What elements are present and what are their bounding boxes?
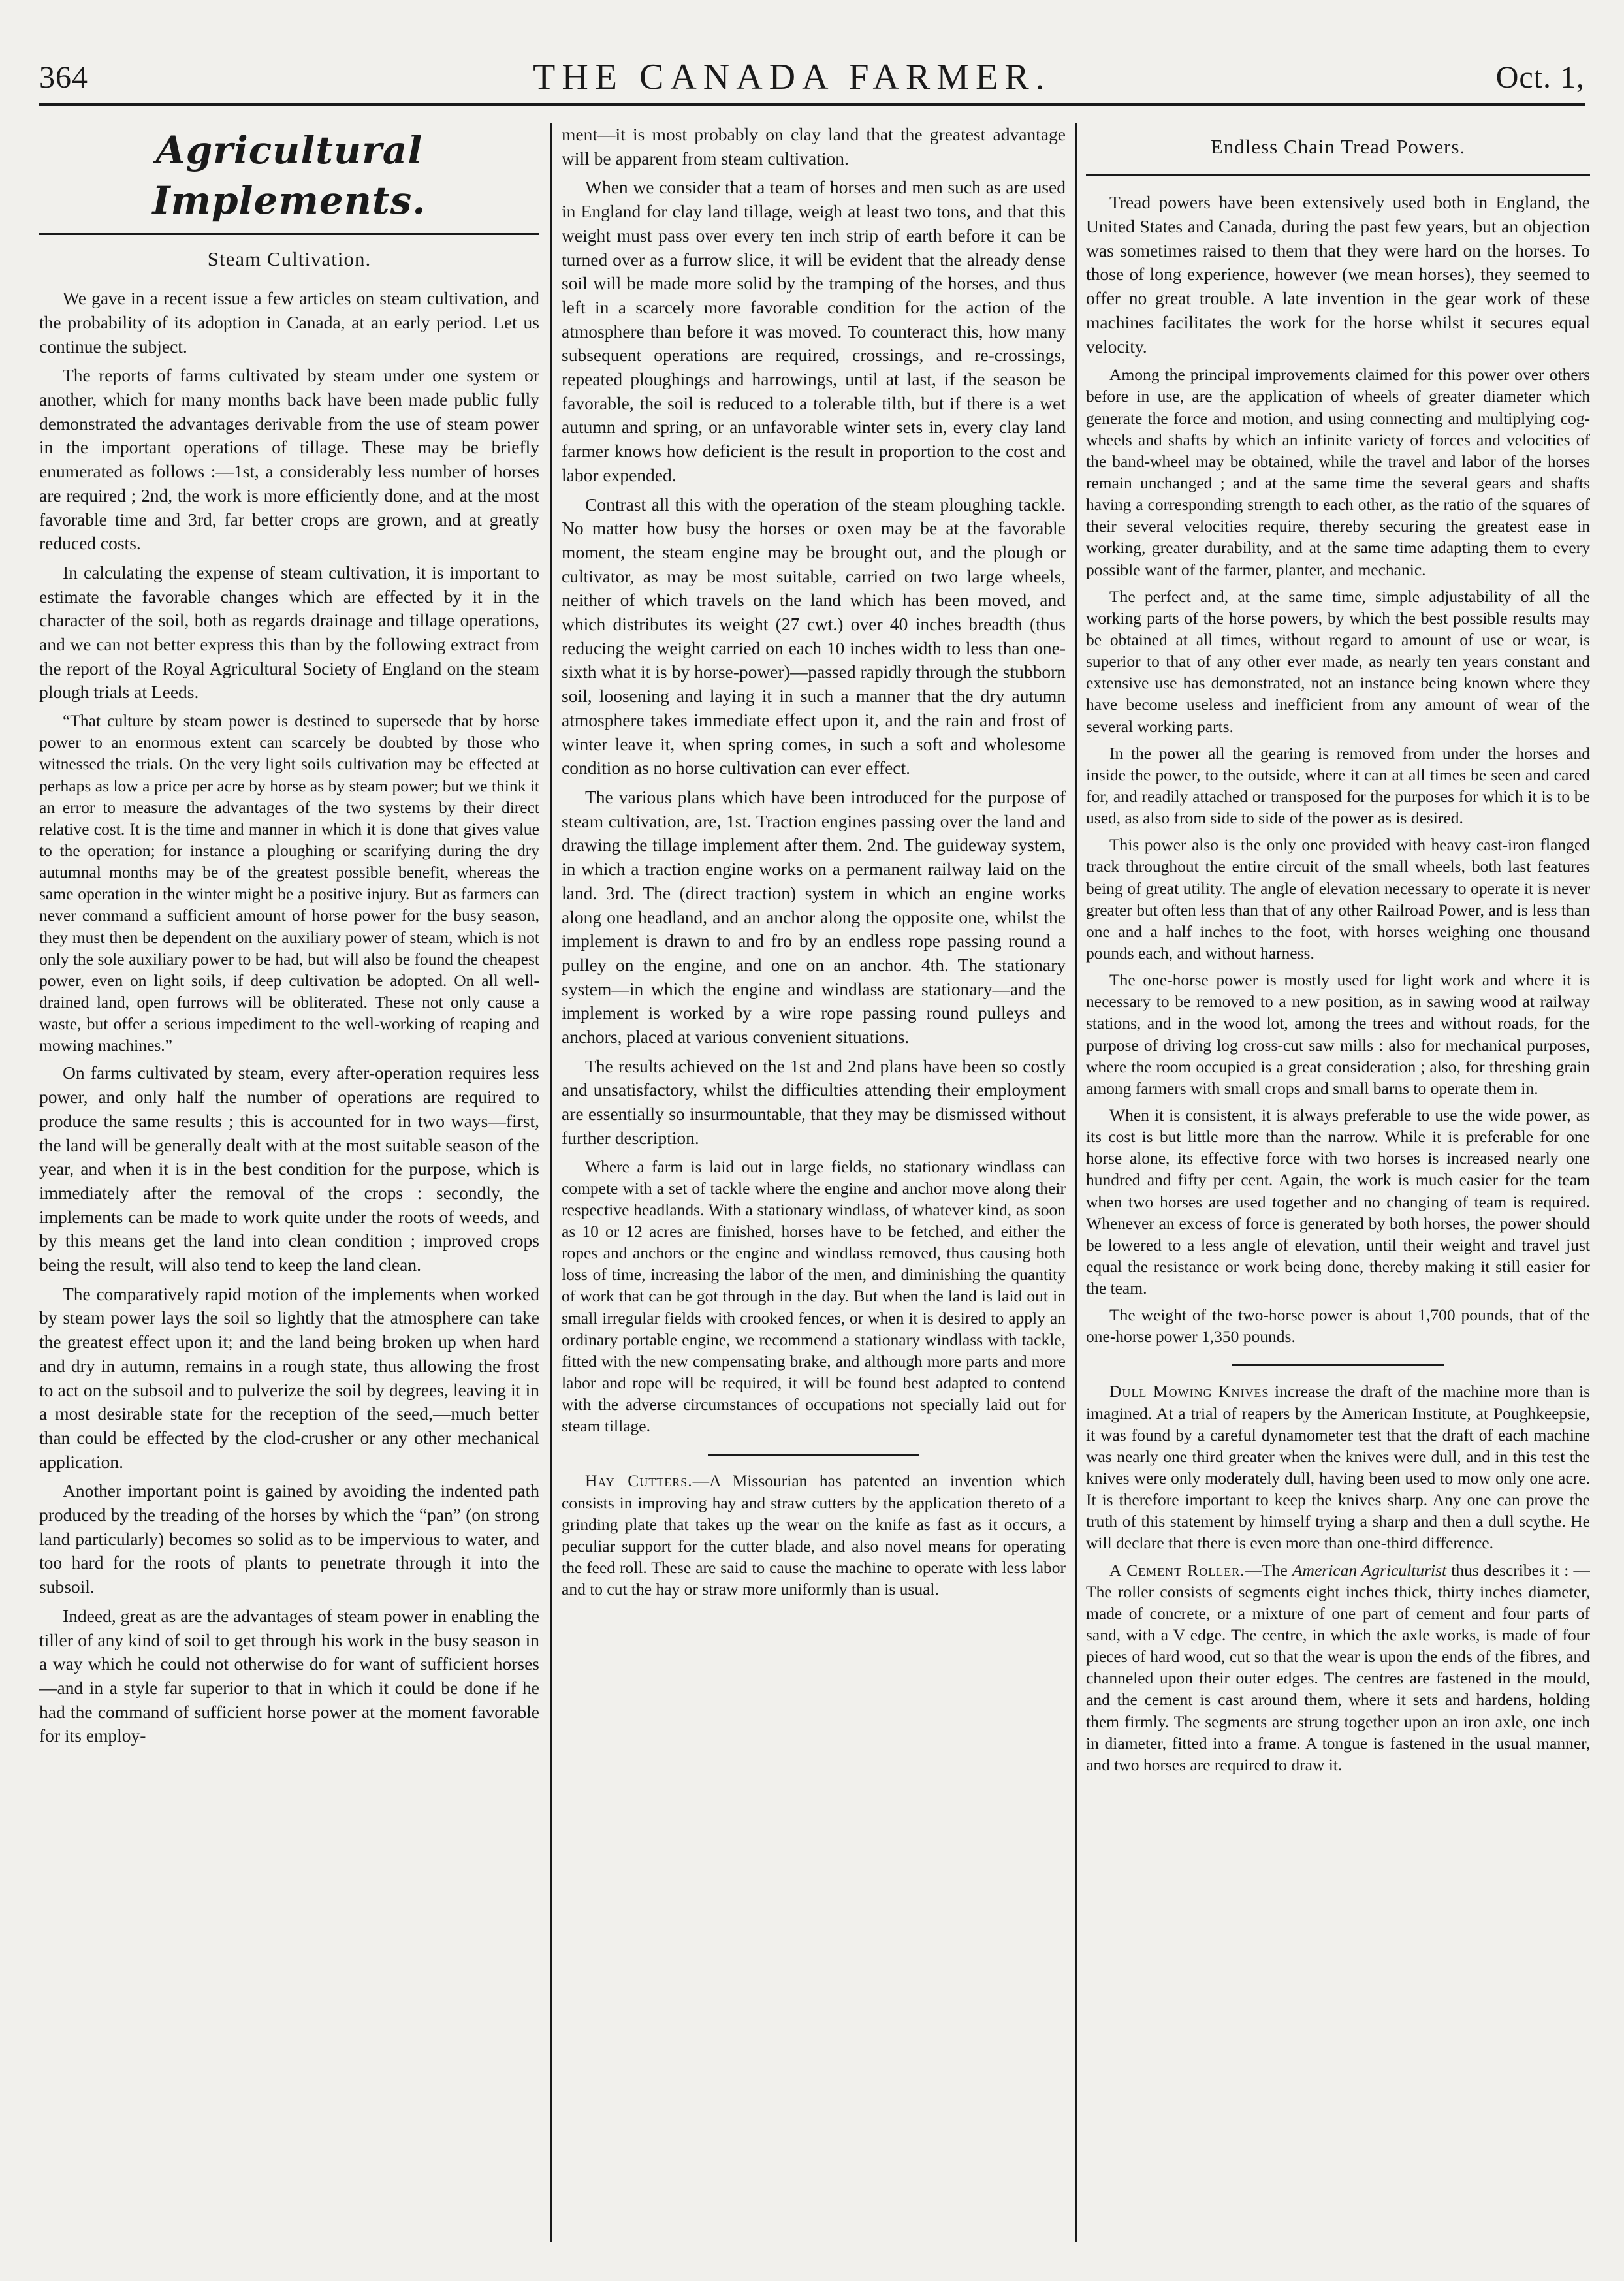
paragraph: Where a farm is laid out in large fields, no stationary windlass can compete with a set of tackle where the engine and anchor move along their respective headlands. With a stationary windlass, of whatever kind, as soon as 10 or 12 acres are finished, horses have to be fetched, and either the ropes and anchors or the engine and windlass removed, thus causing both loss of time, increasing the labor of the men, and diminishing the quantity of work that can be got through in the day. But when the land is laid out in small irregular fields with crooked fences, or when it is desired to apply an ordinary portable engine, we recommend a stationary windlass with tackle, fitted with the new compensating brake, and although more parts and more labor and rope will be required, it will be found best adapted to contend with the adverse circumstances of occupations not specially laid out for steam tillage.: [562, 1156, 1066, 1436]
column-2: [562, 123, 1066, 2261]
paragraph: Indeed, great as are the advantages of steam power in enabling the tiller of any kind of soil to get through his work in the busy season in a way which he could not otherwise do for want of sufficient horses—and in a style far superior to that in which it could be done if he had the command of sufficient horse power at the moment favorable for its employ-: [39, 1605, 539, 1746]
column-divider: [550, 123, 552, 2242]
paragraph: On farms cultivated by steam, every after-operation requires less power, and only half the number of operations are required to produce the same results ; this is accounted for in two ways—first, the land will be generally dealt with at the most suitable season of the year, and when it is in the best condition for the purpose, which is immediately after the removal of the crops : secondly, the implements can be made to work quite under the roots of weeds, and by this means get the land into clean condition ; improved crops being the result, will also tend to keep the land clean.: [39, 1062, 539, 1275]
paragraph: When it is consistent, it is always preferable to use the wide power, as its cost is but little more than the narrow. While it is preferable for one horse alone, its effective force with two horses is increased nearly one hundred and fifty per cent. Again, the work is much easier for the team when two horses are used together and no changing of team is required. Whenever an excess of force is generated by both horses, the power should be lowered to a less angle of elevation, until their weight and travel just equal the resistance or work being done, thereby making it still easier for the team.: [1086, 1105, 1590, 1298]
article-title: Endless Chain Tread Powers.: [1210, 135, 1466, 158]
paragraph: When we consider that a team of horses and men such as are used in England for clay land tillage, weigh at least two tons, and that this weight must pass over every ten inch strip of earth before it can be turned over as a furrow slice, it will be evident that the already dense soil will be made more solid by the tramping of the horses, and thus left in a scarcely more favorable condition for the action of the atmosphere than before it was moved. To counteract this, how many subsequent operations are required, crossings, and re-crossings, repeated ploughings and harrowings, until at last, if the season be favorable, the soil is reduced to a tolerable tilth, but if there is a wet autumn and spring, or an unfavorable winter sets in, every clay land farmer knows how deficient is the result in proportion to the cost and labor expended.: [562, 177, 1066, 485]
paragraph: We gave in a recent issue a few articles on steam cultivation, and the probability of its adoption in Canada, at an early period. Let us continue the subject.: [39, 288, 539, 357]
cement-roller-item: [1086, 1559, 1590, 1776]
item-text: —A Missourian has patented an invention which consists in improving hay and straw cutters by the application thereto of a grinding plate that takes up the wear on the knife as fast as it occurs, a peculiar support for the cutter blade, and also novel means for operating the feed roll. These are said to cause the machine to operate with less labor and to cut the hay or straw more uniformly than is usual.: [562, 1471, 1066, 1599]
paragraph: ment—it is most probably on clay land that the greatest advantage will be apparent from steam cultivation.: [562, 124, 1066, 168]
source-publication: American Agriculturist: [1292, 1560, 1447, 1580]
item-lead: A Cement Roller.: [1109, 1560, 1245, 1580]
column-3: [1086, 123, 1590, 2261]
paragraph: In the power all the gearing is removed from under the horses and inside the power, to the outside, where it can at all times be seen and cared for, and readily attached or transposed for the purposes for which it is to be used, as also from side to side of the power as is desired.: [1086, 743, 1590, 828]
paragraph: The various plans which have been introduced for the purpose of steam cultivation, are, 1st. Traction engines passing over the land and drawing the tillage implement after them. 2nd. The guideway system, in which a traction engine works on a permanent railway laid on the land. 3rd. The (direct traction) system in which an engine works along one headland, and an anchor along the opposite one, whilst the implement is drawn to and fro by an endless rope passing round a pulley on the engine, and one on an anchor. 4th. The stationary system—in which the engine and windlass are stationary—and the implement is worked by a wire rope passing round pulleys and anchors, placed at various convenient situations.: [562, 786, 1066, 1047]
section-divider: [1232, 1364, 1444, 1366]
paragraph: Among the principal improvements claimed for this power over others before in use, are the application of wheels of greater diameter which generate the force and motion, and using connecting and multiplying cog-wheels and shafts by which an infinite variety of forces and velocities of the band-wheel may be obtained, while the travel and labor of the horses remain unchanged ; and at the same time the several gears and shafts having a corresponding strength to each other, as the ratio of the squares of their several velocities require, thereby securing the greatest ease in working, greater durability, and at the same time adapting them to every possible want of the farmer, planter, and mechanic.: [1086, 365, 1590, 579]
item-text: increase the draft of the machine more than is imagined. At a trial of reapers by the American Institute, at Poughkeepsie, it was found by a careful dynamometer test that the draft of each machine was nearly one third greater when the knives were dull, and in this test the knives were only moderately dull, having been used to mow only one acre. It is therefore important to keep the knives sharp. Any one can prove the truth of this statement by himself trying a sharp and then a dull scythe. He will declare that there is even more than one-third difference.: [1086, 1382, 1590, 1553]
article-title: Steam Cultivation.: [207, 247, 372, 270]
paragraph: The comparatively rapid motion of the implements when worked by steam power lays the soil so lightly that the atmosphere can take the greatest effect upon it; and the land being broken up when hard and dry in autumn, remains in a rough state, thus allowing the frost to act on the subsoil and to pulverize the soil by degrees, leaving it in a most desirable state for the reception of the seed,—much better than could be effected by the clod-crusher or any other mechanical application.: [39, 1283, 539, 1472]
paragraph: Another important point is gained by avoiding the indented path produced by the treading of the horses by which the “pan” (on strong land particularly) becomes so solid as to be impervious to water, and too hard for the roots of plants to penetrate through it into the subsoil.: [39, 1480, 539, 1597]
page-number: 364: [39, 59, 88, 95]
hay-cutters-item: [562, 1470, 1066, 1600]
quoted-extract: “That culture by steam power is destined to supersede that by horse power to an enormous extent can scarcely be doubted by those who witnessed the trials. On the very light soils cultivation may be effected at perhaps as low a price per acre by horse as by steam power; but we think it an error to measure the advantages of the two systems by their direct relative cost. It is the time and manner in which it is done that gives value to the operation; for instance a ploughing or scarifying during the dry autumnal months may be of the greatest possible benefit, whereas the same operation in the winter might be a positive injury. But as farmers can never command a sufficient amount of horse power for the busy season, they must then be dependent on the auxiliary power of steam, which is not only the sole auxiliary power to be had, but will also be found the cheapest power, even on light soils, if deep cultivation be adopted. On all well-drained land, open furrows will be obliterated. These not only cause a waste, but offer a serious impediment to the well-working of reaping and mowing machines.”: [39, 711, 539, 1055]
title-underline: [1086, 174, 1590, 176]
item-lead: Dull Mowing Knives: [1109, 1382, 1269, 1401]
section-divider: [708, 1454, 919, 1456]
column-divider: [1075, 123, 1077, 2242]
dull-knives-item: [1086, 1380, 1590, 1554]
page-header: [39, 51, 1585, 106]
paragraph: The weight of the two-horse power is about 1,700 pounds, that of the one-horse power 1,350 pounds.: [1086, 1305, 1590, 1347]
paragraph: This power also is the only one provided with heavy cast-iron flanged track throughout the entire circuit of the small wheels, both last features being of great utility. The angle of elevation necessary to operate it is never greater but often less than that of any other Railroad Power, and is less than one and a half inches to the foot, with horses weighing one thousand pounds each, and without harness.: [1086, 835, 1590, 963]
publication-title: THE CANADA FARMER.: [533, 57, 1051, 97]
column-1: [39, 123, 539, 2261]
paragraph: The one-horse power is mostly used for light work and where it is necessary to be removed to a new position, as in sawing wood at railway stations, and in the wood lot, among the trees and without roads, for the purpose of driving log cross-cut saw mills : also for mechanical purposes, where the room occupied is a great consideration ; also, for threshing grain among farmers with small crops and small barns to operate them in.: [1086, 970, 1590, 1098]
paragraph: The perfect and, at the same time, simple adjustability of all the working parts of the horse powers, by which the best possible results may be obtained at all times, without regard to amount of use or wear, is superior to that of any other ever made, as nearly ten years constant and extensive use has demonstrated, not an instance being known where they have become useless and inefficient from any amount of wear of the several working parts.: [1086, 586, 1590, 736]
issue-date: Oct. 1,: [1495, 59, 1585, 95]
paragraph: In calculating the expense of steam cultivation, it is important to estimate the favorable changes which are effected by it in the character of the soil, both as regards drainage and tillage operations, and we can not better express this than by the following extract from the report of the Royal Agricultural Society of England on the steam plough trials at Leeds.: [39, 562, 539, 703]
item-lead: Hay Cutters.: [585, 1471, 693, 1491]
department-heading: Agricultural Implements.: [39, 125, 539, 235]
item-dash: —The: [1245, 1560, 1292, 1580]
item-text: thus describes it : —The roller consists of segments eight inches thick, thirty inches diameter, made of concrete, or a mixture of one part of cement and four parts of sand, with a V edge. The centre, in which the axle works, is made of four pieces of hard wood, cut so that the wear is upon the ends of the fibres, and channeled upon their outer edges. The centres are fastened in the mould, and the cement is cast around them, where it sets and hardens, holding them firmly. The segments are strung together upon an iron axle, one inch in diameter, fitted into a frame. A tongue is fastened in the usual manner, and two horses are required to draw it.: [1086, 1560, 1590, 1774]
paragraph: The reports of farms cultivated by steam under one system or another, which for many months back have been made public fully demonstrated the advantages derivable from the use of steam power in the important operations of tillage. These may be briefly enumerated as follows :—1st, a considerably less number of horses are required ; 2nd, the work is more efficiently done, and at the most favorable time and 3rd, far better crops are grown, and at greatly reduced costs.: [39, 365, 539, 554]
paragraph: Tread powers have been extensively used both in England, the United States and Canada, during the past few years, but an objection was sometimes raised to them that they were hard on the horses. To those of long experience, however (we mean horses), they seemed to offer no great trouble. A late invention in the gear work of these machines facilitates the work for the horse whilst it secures equal velocity.: [1086, 192, 1590, 357]
paragraph: Contrast all this with the operation of the steam ploughing tackle. No matter how busy the horses or oxen may be at the favorable moment, the steam engine may be brought out, and the plough or cultivator, as may be most suitable, carried on two large wheels, neither of which travels on the land which has been moved, and which distributes its weight (27 cwt.) over 40 inches breadth (thus reducing the weight carried on each 10 inches width to less than one-sixth what it is by horse-power)—passed rapidly through the stubborn soil, loosening and laying it in such a manner that the dry autumn atmosphere takes immediate effect upon it, and the rain and frost of winter leave it, when spring comes, in such a soft and wholesome condition as no horse cultivation can ever effect.: [562, 494, 1066, 778]
paragraph: The results achieved on the 1st and 2nd plans have been so costly and unsatisfactory, whilst the difficulties attending their employment are essentially so insurmountable, that they may be dismissed without further description.: [562, 1055, 1066, 1148]
